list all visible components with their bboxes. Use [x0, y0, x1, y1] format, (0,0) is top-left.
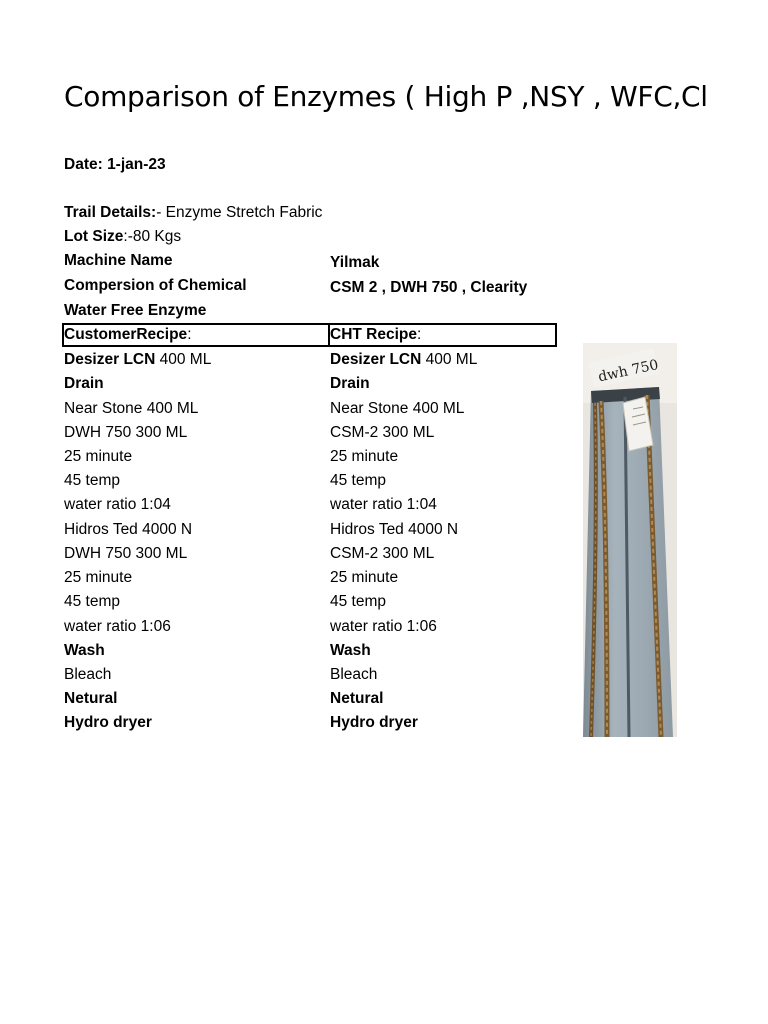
cht-recipe-cell — [330, 350, 477, 370]
cell-bold-text: Wash — [330, 642, 371, 659]
cht-recipe-cell — [330, 544, 434, 564]
cell-bold-text: Desizer LCN — [64, 351, 156, 368]
customer-recipe-cell — [64, 689, 117, 709]
customer-recipe-cell — [64, 568, 132, 588]
cell-bold-text: Netural — [330, 690, 384, 707]
cell-text: 45 temp — [64, 593, 121, 610]
cell-text: 25 minute — [64, 569, 133, 586]
customer-recipe-cell — [64, 617, 171, 637]
customer-recipe-cell — [64, 641, 105, 661]
customer-recipe-cell — [64, 350, 211, 370]
cell-text: Near Stone 400 ML — [330, 400, 465, 417]
page-title: Comparison of Enzymes ( High P ,NSY , WFC,Cl — [64, 80, 708, 113]
cht-recipe-cell — [330, 713, 418, 733]
compersion-value: CSM 2 , DWH 750 , Clearity — [330, 279, 528, 296]
cell-text: 45 temp — [330, 472, 387, 489]
customer-recipe-cell — [64, 713, 152, 733]
machine-name-line — [64, 251, 173, 271]
cell-bold-text: Drain — [64, 375, 104, 392]
cht-recipe-cell — [330, 374, 370, 394]
cell-text: water ratio 1:04 — [64, 496, 171, 513]
cell-text: Near Stone 400 ML — [64, 400, 199, 417]
customer-recipe-cell — [64, 471, 120, 491]
cell-bold-text: Netural — [64, 690, 118, 707]
customer-recipe-colon: : — [187, 326, 192, 343]
machine-name-label: Machine Name — [64, 252, 173, 269]
customer-recipe-cell — [64, 374, 104, 394]
cell-text: CSM-2 300 ML — [330, 545, 435, 562]
cell-text: CSM-2 300 ML — [330, 424, 435, 441]
trail-details-label: Trail Details: — [64, 204, 157, 221]
date-line: Date: 1-jan-23 — [64, 156, 166, 173]
cell-text: 25 minute — [330, 448, 399, 465]
cht-recipe-colon: : — [417, 326, 422, 343]
cht-recipe-cell — [330, 568, 398, 588]
customer-recipe-cell — [64, 520, 192, 540]
lot-size-label: Lot Size — [64, 228, 124, 245]
cht-recipe-cell — [330, 447, 398, 467]
trail-details-line — [64, 203, 322, 223]
machine-name-value: Yilmak — [330, 254, 380, 271]
cht-recipe-cell — [330, 689, 383, 709]
cell-text: 45 temp — [330, 593, 387, 610]
cell-text: Hidros Ted 4000 N — [330, 521, 459, 538]
cht-recipe-cell — [330, 423, 434, 443]
cht-recipe-cell — [330, 617, 437, 637]
water-free-enzyme-label: Water Free Enzyme — [64, 302, 207, 319]
cht-recipe-cell — [330, 471, 386, 491]
cht-recipe-cell — [330, 665, 377, 685]
cell-text: DWH 750 300 ML — [64, 424, 188, 441]
cht-recipe-header — [330, 325, 421, 345]
cell-bold-text: Wash — [64, 642, 105, 659]
cht-recipe-label: CHT Recipe — [330, 326, 417, 343]
cell-text: Bleach — [64, 666, 112, 683]
cell-text: water ratio 1:06 — [330, 618, 437, 635]
customer-recipe-cell — [64, 399, 198, 419]
cell-text: Hidros Ted 4000 N — [64, 521, 193, 538]
customer-recipe-cell — [64, 423, 187, 443]
customer-recipe-label: CustomerRecipe — [64, 326, 188, 343]
cell-text: DWH 750 300 ML — [64, 545, 188, 562]
customer-recipe-cell — [64, 495, 171, 515]
trail-details-value: - Enzyme Stretch Fabric — [156, 204, 323, 221]
customer-recipe-header — [64, 325, 192, 345]
cell-text: 400 ML — [421, 351, 478, 368]
cell-text: 400 ML — [155, 351, 212, 368]
customer-recipe-cell — [64, 447, 132, 467]
lot-size-line — [64, 227, 181, 247]
customer-recipe-cell — [64, 592, 120, 612]
cell-bold-text: Hydro dryer — [330, 714, 418, 731]
cht-recipe-cell — [330, 592, 386, 612]
compersion-label: Compersion of Chemical — [64, 277, 247, 294]
cht-recipe-cell — [330, 520, 458, 540]
cell-bold-text: Desizer LCN — [330, 351, 422, 368]
cell-text: Bleach — [330, 666, 378, 683]
cht-recipe-cell — [330, 495, 437, 515]
cell-bold-text: Hydro dryer — [64, 714, 152, 731]
cell-bold-text: Drain — [330, 375, 370, 392]
cell-text: water ratio 1:04 — [330, 496, 437, 513]
customer-recipe-cell — [64, 544, 187, 564]
cell-text: 25 minute — [330, 569, 399, 586]
fabric-photo — [583, 343, 677, 737]
cell-text: 45 temp — [64, 472, 121, 489]
lot-size-value: :-80 Kgs — [123, 228, 182, 245]
customer-recipe-cell — [64, 665, 111, 685]
cht-recipe-cell — [330, 399, 464, 419]
jeans-image — [583, 343, 677, 737]
photo-tag-text: dwh 750 — [596, 356, 660, 386]
cht-recipe-cell — [330, 641, 371, 661]
cell-text: water ratio 1:06 — [64, 618, 171, 635]
cell-text: 25 minute — [64, 448, 133, 465]
